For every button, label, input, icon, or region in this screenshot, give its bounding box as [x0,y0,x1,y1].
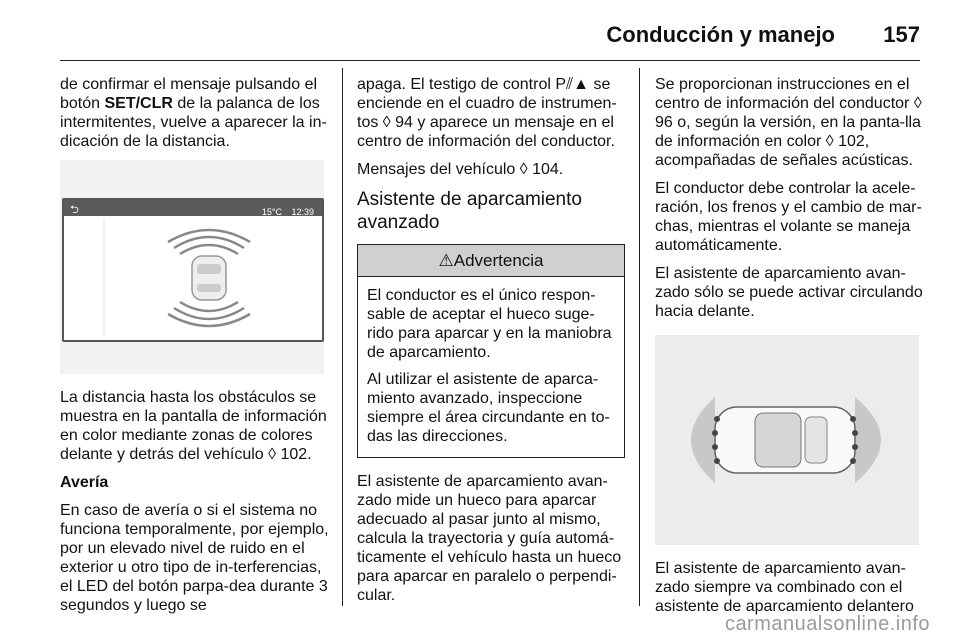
parking-display-figure [60,160,324,374]
paragraph: El asistente de aparcamiento avan-zado mide un hueco para aparcar adecuado al pasar junto al mismo, calcula la trayectoria y guía automá-ticamente el vehículo hasta un hueco para aparcar en paralelo o perpendi-cular. [357,473,622,604]
paragraph: El asistente de aparcamiento avan-zado sólo se puede activar circulando hacia delante. [655,265,923,320]
paragraph: apaga. El testigo de control P⫽▲ se enciende en el cuadro de instrumen-tos ◊ 94 y aparece un mensaje en el centro de información del conductor. [357,76,617,150]
paragraph: de confirmar el mensaje pulsando el botón SET/CLR de la palanca de los intermitentes, vuelve a aparecer la in-dicación de la distancia. [60,76,327,150]
warning-body [358,277,624,457]
button-name: SET/CLR [104,95,173,112]
column-2 [357,75,625,614]
column-3 [655,75,923,625]
parking-sensors-figure [655,335,919,545]
paragraph: Mensajes del vehículo ◊ 104. [357,161,564,178]
subheading: Avería [60,474,109,491]
watermark: carmanualsonline.info [724,613,930,635]
car-top-view-icon [192,256,226,300]
paragraph: El conductor debe controlar la acele-ración, los frenos y el cambio de mar-chas, mientras el volante se maneja automáticamente. [655,180,922,254]
display-temperature: 15°C [261,207,282,217]
info-display-screen [62,198,324,342]
column-1 [60,75,332,624]
display-status-bar [64,200,322,216]
paragraph: Al utilizar el asistente de aparca-miento avanzado, inspeccione siempre el área circundante en to-das las direcciones. [367,371,610,445]
warning-title: Advertencia [453,251,544,270]
display-clock: 12:39 [291,207,314,217]
display-body [64,216,322,340]
warning-header [358,245,624,277]
back-arrow-icon: ⮌ [70,204,79,216]
paragraph: Se proporcionan instrucciones en el centro de información del conductor ◊ 96 o, según la versión, en la panta-lla de información en color ◊ 102, acompañadas de señales acústicas. [655,76,922,169]
page-header [60,10,920,61]
warning-icon: ⚠ [438,251,454,270]
page-number: 157 [883,22,920,47]
car-sensor-field-illustration [655,335,919,545]
paragraph: La distancia hasta los obstáculos se muestra en la pantalla de información en color mediante zonas de colores delante y detrás del vehículo ◊ 102. [60,389,327,463]
warning-box [357,244,625,458]
column-divider [639,68,640,606]
parking-sensor-illustration [64,216,318,340]
header-title: Conducción y manejo [606,22,835,47]
section-title: Asistente de aparcamiento avanzado [357,189,582,233]
paragraph: En caso de avería o si el sistema no funciona temporalmente, por ejemplo, por un elevado nivel de ruido en el exterior u otro tipo de in-terferencias, el LED del botón parpa-dea durante 3 segundos y luego se [60,502,329,614]
car-top-view-icon [715,407,855,473]
paragraph: El asistente de aparcamiento avan-zado siempre va combinado con el asistente de aparcamiento delantero [655,560,914,615]
column-divider [342,68,343,606]
paragraph: El conductor es el único respon-sable de aceptar el hueco suge-rido para aparcar y en la maniobra de aparcamiento. [367,287,612,361]
